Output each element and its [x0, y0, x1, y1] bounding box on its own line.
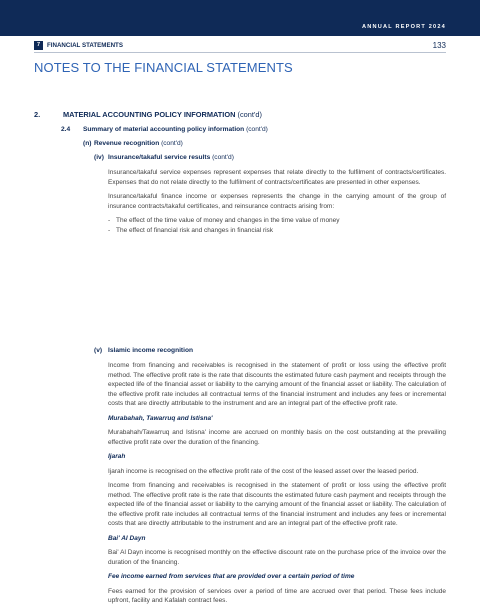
subitem-v-title: Islamic income recognition — [108, 347, 194, 354]
subheading: Ijarah — [108, 453, 126, 460]
item-cont: (cont'd) — [161, 140, 183, 147]
section-header — [34, 40, 446, 53]
item-heading — [83, 140, 183, 147]
subsection-number: 2.4 — [61, 126, 71, 133]
subitem-iv-heading — [94, 154, 234, 161]
paragraph: Insurance/takaful service expenses represent expenses that relate directly to the fulfilment of contracts/certificates. Expenses that do not relate directly to the fulfilment of contracts/certificates are presented in other expenses. — [108, 169, 446, 186]
subsection-title: Summary of material accounting policy information — [83, 126, 245, 133]
bullet-list — [108, 216, 446, 235]
paragraph: Income from financing and receivables is recognised in the statement of profit or loss using the effective profit method. The effective profit rate is the rate that discounts the estimated future cash payment and receipts through the expected life of the financial asset or liability to the carrying amount of the financial asset or liability. The calculation of the effective profit rate includes all contractual terms of the financial instrument and includes any fees or incremental costs that are directly attributable to the instrument and are an integral part of the effective profit rate. — [108, 362, 446, 407]
paragraph: Fees earned for the provision of services over a period of time are accrued over that period. These fees include upfront, facility and Kafalah contract fees. — [108, 587, 446, 604]
page-number: 133 — [432, 41, 446, 50]
note-heading — [34, 110, 262, 119]
note-title: MATERIAL ACCOUNTING POLICY INFORMATION — [63, 110, 236, 119]
paragraph: Insurance/takaful finance income or expenses represents the change in the carrying amount of the group of insurance contracts/takaful certificates, and reinsurance contracts arising from: — [108, 193, 446, 210]
subitem-iv-body — [108, 168, 446, 235]
section-number-badge: 7 — [34, 41, 43, 50]
subitem-v-body — [108, 361, 446, 606]
paragraph: Ijarah income is recognised on the effective profit rate of the cost of the leased asset over the leased period. — [108, 467, 419, 475]
subitem-iv-cont: (cont'd) — [212, 154, 234, 161]
subheading: Bai' Al Dayn — [108, 534, 146, 542]
subheading: Murabahah, Tawarruq and Istisna' — [108, 414, 213, 422]
paragraph: Murabahah/Tawarruq and Istisna' income are accrued on monthly basis on the cost outstanding at the prevailing effective profit rate over the duration of the financing. — [108, 429, 446, 446]
item-number: (n) — [83, 140, 92, 147]
note-number: 2. — [34, 110, 41, 119]
page-title: NOTES TO THE FINANCIAL STATEMENTS — [34, 60, 293, 75]
report-title: ANNUAL REPORT 2024 — [362, 24, 446, 30]
subsection-cont: (cont'd) — [246, 126, 268, 133]
list-item: - The effect of financial risk and changes in financial risk — [108, 226, 446, 236]
item-title: Revenue recognition — [94, 140, 160, 147]
note-cont: (cont'd) — [237, 110, 262, 119]
subheading: Fee income earned from services that are provided over a certain period of time — [108, 573, 355, 580]
subitem-iv-number: (iv) — [94, 154, 104, 161]
subitem-v-number: (v) — [94, 347, 103, 354]
paragraph: Bai' Al Dayn income is recognised monthly on the effective discount rate on the purchase price of the invoice over the duration of the financing. — [108, 549, 446, 566]
subsection-heading — [61, 126, 268, 133]
paragraph: Income from financing and receivables is recognised in the statement of profit or loss using the effective profit method. The effective profit rate is the rate that discounts the estimated future cash payment and receipts through the expected life of the financial asset or liability to the carrying amount of the financial asset or liability. The calculation of the effective profit rate includes all contractual terms of the financial instrument and includes any fees or incremental costs that are directly attributable to the instrument and are an integral part of the effective profit rate. — [108, 482, 446, 527]
top-banner — [0, 0, 480, 36]
section-name: FINANCIAL STATEMENTS — [47, 42, 123, 49]
subitem-v-heading — [94, 347, 193, 354]
subitem-iv-title: Insurance/takaful service results — [108, 154, 211, 161]
list-item: - The effect of the time value of money and changes in the time value of money — [108, 216, 446, 226]
